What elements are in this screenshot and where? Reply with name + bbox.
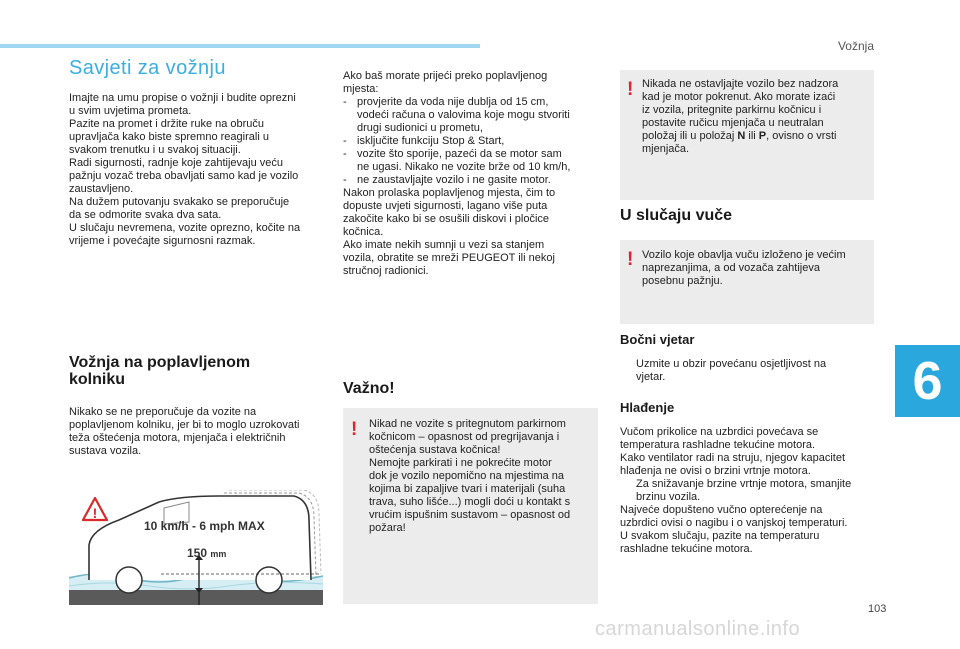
flood-paragraph xyxy=(69,406,324,458)
text-line: stručnoj radionici. xyxy=(343,265,429,277)
page-number: 103 xyxy=(868,603,887,615)
flood-checklist xyxy=(343,96,600,187)
text-line: u svim uvjetima prometa. xyxy=(69,105,192,117)
text-line: Nemojte parkirati i ne pokrećite motor xyxy=(369,457,552,469)
text-line: zaustavljeno. xyxy=(69,183,134,195)
car-in-water-diagram xyxy=(69,490,323,605)
text-line: kojima bi zapaljive tvari i materijali (suha xyxy=(369,483,566,495)
text-line: kočnicom – opasnost od pregrijavanja i xyxy=(369,431,560,443)
towing-heading: U slučaju vuče xyxy=(620,207,733,224)
flood-heading xyxy=(69,354,324,388)
text-line: Nikada ne ostavljajte vozilo bez nadzora xyxy=(642,78,839,90)
warning-icon: ! xyxy=(351,419,358,440)
page-title: Savjeti za vožnju xyxy=(69,57,226,79)
section-label: Vožnja xyxy=(837,39,874,53)
towing-warning-box xyxy=(620,240,874,324)
text-line: zakočite kako bi se osušili diskovi i pločice xyxy=(343,213,550,225)
text-line: svakom trenutku i u svakoj situaciji. xyxy=(69,144,241,156)
speed-label: 10 km/h - 6 mph MAX xyxy=(144,519,265,533)
important-warning-box xyxy=(343,408,598,604)
text-line: dopuste uvjeti sigurnosti, lagano više puta xyxy=(343,200,548,212)
text-line: mjesta: xyxy=(343,83,379,95)
text-line: trava, suho lišće...) mogli doći u kontakt s xyxy=(369,496,571,508)
text-line: Ako baš morate prijeći preko poplavljenog xyxy=(343,70,548,82)
text-line: kočnica. xyxy=(343,226,384,238)
text-line: kad je motor pokrenut. Ako morate izaći xyxy=(642,91,836,103)
svg-text:!: ! xyxy=(92,505,98,521)
text-line: postavite ručicu mjenjača u neutralan xyxy=(642,117,824,129)
text-line: U svakom slučaju, pazite na temperaturu xyxy=(620,530,820,542)
text-line: mjenjača. xyxy=(642,143,690,155)
warning-text xyxy=(369,418,594,535)
side-wind-item: Uzmite u obzir povećanu osjetljivost na vjetar. xyxy=(636,358,827,383)
text-line: Ako imate nekih sumnji u vezi sa stanjem xyxy=(343,239,545,251)
warning-icon: ! xyxy=(627,249,634,270)
text-line: vrijeme i povećajte sigurnosni razmak. xyxy=(69,235,256,247)
depth-label: 150 mm xyxy=(187,546,227,560)
text-line: temperatura rashladne tekućine motora. xyxy=(620,439,816,451)
warning-icon: ! xyxy=(627,79,634,100)
column-1 xyxy=(69,57,324,248)
text-line: hlađenja ne ovisi o brzini vrtnje motora. xyxy=(620,465,811,477)
text-line: Imajte na umu propise o vožnji i budite oprezni xyxy=(69,92,296,104)
text-line: iz vozila, pritegnite parkirnu kočnicu i xyxy=(642,104,822,116)
chapter-tab: 6 xyxy=(895,345,960,417)
warning-text xyxy=(642,78,870,156)
text-line: Kako ventilator radi na struju, njegov kapacitet xyxy=(620,452,846,464)
list-item: - provjerite da voda nije dublja od 15 cm, vodeći računa o valovima koje mogu stvoriti drugi sudionici u prometu, xyxy=(343,96,570,134)
text-line: Na dužem putovanju svakako se preporučuje xyxy=(69,196,290,208)
list-item: - isključite funkciju Stop & Start, xyxy=(343,135,505,147)
text-line: Nakon prolaska poplavljenog mjesta, čim to xyxy=(343,187,556,199)
text-line: Pazite na promet i držite ruke na obruču xyxy=(69,118,265,130)
text-line: da se odmorite svaka dva sata. xyxy=(69,209,222,221)
text-line: uzbrdici ovisi o nagibu i o vanjskoj temperaturi. xyxy=(620,517,848,529)
text-line: vrućim ispušnim sustavom – opasnost od xyxy=(369,509,571,521)
cooling-heading: Hlađenje xyxy=(620,400,675,415)
text-line: pažnju vozač treba obavljati samo kad je vozilo xyxy=(69,170,299,182)
unattended-warning-box xyxy=(620,70,874,200)
cooling-paragraph xyxy=(620,426,875,556)
intro-paragraph xyxy=(69,92,324,248)
list-item: - vozite što sporije, pazeći da se motor sam ne ugasi. Nikako ne vozite brže od 10 km/h, xyxy=(343,148,571,173)
flood-illustration xyxy=(69,490,323,605)
text-line: upravljača kako biste spremno reagirali u xyxy=(69,131,269,143)
text-line: vozila, obratite se mreži PEUGEOT ili nekoj xyxy=(343,252,555,264)
watermark: carmanualsonline.info xyxy=(595,618,801,640)
column-2 xyxy=(343,70,600,278)
text-line: oštećenja sustava kočnica! xyxy=(369,444,501,456)
text-line: sustava vozila. xyxy=(69,445,142,457)
text-line: Vozilo koje obavlja vuču izloženo je većim xyxy=(642,249,846,261)
text-line: Nikad ne vozite s pritegnutom parkirnom xyxy=(369,418,566,430)
text-line: teža oštećenja motora, mjenjača i električnih xyxy=(69,432,286,444)
text-line: rashladne tekućine motora. xyxy=(620,543,753,555)
text-line: požara! xyxy=(369,522,406,534)
text-line: Nikako se ne preporučuje da vozite na xyxy=(69,406,257,418)
text-line: dok je vozilo nepomično na mjestima na xyxy=(369,470,565,482)
heading-line: kolniku xyxy=(69,371,126,388)
warning-text xyxy=(642,249,870,288)
after-paragraph xyxy=(343,187,600,278)
text-line: U slučaju nevremena, vozite oprezno, kočite na xyxy=(69,222,301,234)
text-line: Vučom prikolice na uzbrdici povećava se xyxy=(620,426,819,438)
cooling-item: Za snižavanje brzine vrtnje motora, smanjite brzinu vozila. xyxy=(636,478,852,503)
text-line: naprezanjima, a od vozača zahtijeva xyxy=(642,262,820,274)
header-accent-bar xyxy=(0,44,480,48)
text-line: položaj ili u položaj N ili P, ovisno o vrsti xyxy=(642,130,837,142)
flood-section xyxy=(69,354,324,458)
text-line: Radi sigurnosti, radnje koje zahtijevaju veću xyxy=(69,157,284,169)
important-heading: Važno! xyxy=(343,380,395,397)
list-item: - ne zaustavljajte vozilo i ne gasite motor. xyxy=(343,174,551,186)
text-line: posebnu pažnju. xyxy=(642,275,723,287)
text-line: Najveće dopušteno vučno opterećenje na xyxy=(620,504,823,516)
text-line: poplavljenom kolniku, jer bi to moglo uzrokovati xyxy=(69,419,300,431)
heading-line: Vožnja na poplavljenom xyxy=(69,354,251,371)
side-wind-heading: Bočni vjetar xyxy=(620,332,695,347)
